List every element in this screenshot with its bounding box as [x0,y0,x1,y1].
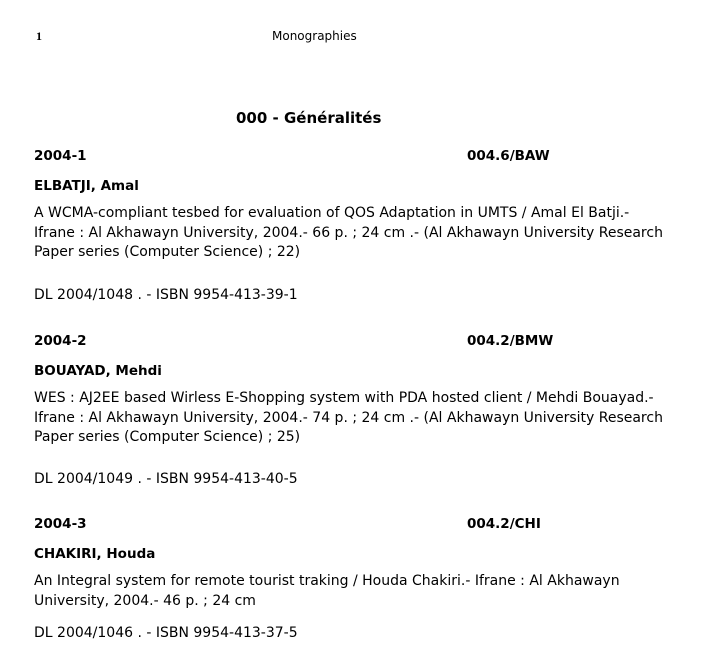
entry-number: 2004-1 [34,148,87,164]
section-heading: 000 - Généralités [236,109,382,127]
author-name: ELBATJI, Amal [34,178,139,194]
call-number: 004.6/BAW [467,148,550,164]
bibliographic-description: WES : AJ2EE based Wirless E-Shopping system with PDA hosted client / Mehdi Bouayad.- Ifrane : Al Akhawayn University, 2004.- 74 p. ; 24 cm .- (Al Akhawayn University Research Paper series (Computer Science) ; 25) [34,390,663,445]
bibliographic-description: A WCMA-compliant tesbed for evaluation of QOS Adaptation in UMTS / Amal El Batji.- Ifrane : Al Akhawayn University, 2004.- 66 p. ; 24 cm .- (Al Akhawayn University Research Paper series (Computer Science) ; 22) [34,205,663,260]
author-name: BOUAYAD, Mehdi [34,363,162,379]
call-number: 004.2/BMW [467,333,554,349]
entry-number: 2004-2 [34,333,87,349]
legal-deposit-isbn: DL 2004/1046 . - ISBN 9954-413-37-5 [34,625,298,641]
running-title: Monographies [272,29,357,43]
page-number: 1 [36,29,42,43]
legal-deposit-isbn: DL 2004/1049 . - ISBN 9954-413-40-5 [34,471,298,487]
entry-number: 2004-3 [34,516,87,532]
bibliographic-description: An Integral system for remote tourist traking / Houda Chakiri.- Ifrane : Al Akhawayn University, 2004.- 46 p. ; 24 cm [34,573,620,609]
author-name: CHAKIRI, Houda [34,546,156,562]
legal-deposit-isbn: DL 2004/1048 . - ISBN 9954-413-39-1 [34,287,298,303]
call-number: 004.2/CHI [467,516,541,532]
